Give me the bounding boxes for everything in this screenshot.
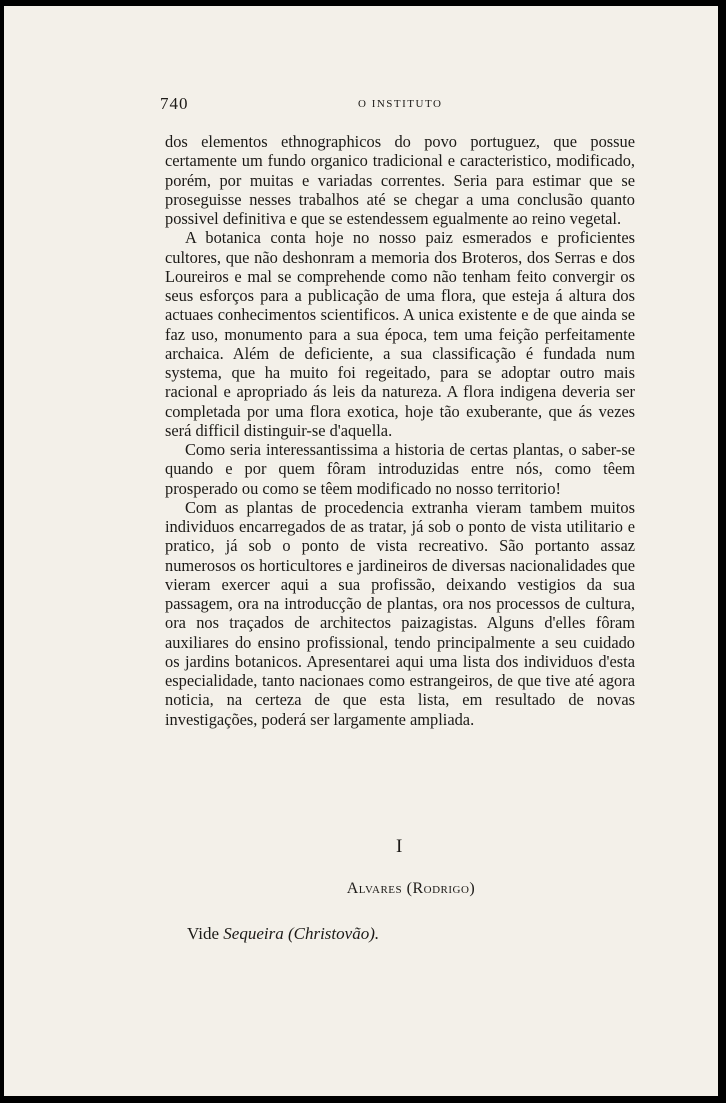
entry-reference-given: (Christovão).: [287, 924, 380, 943]
entry-body: [187, 924, 379, 944]
entry-heading: Alvares (Rodrigo): [346, 880, 476, 897]
page-number: 740: [160, 94, 189, 113]
journal-title: O INSTITUTO: [358, 98, 443, 110]
paragraph-plant-history: Como seria interessantissima a historia de certas plantas, o saber-se quando e por quem fôram introduzidas entre nós, como têem prosperado ou como se têem modificado no nosso territorio!: [165, 440, 635, 498]
entry-prefix: Vide: [187, 924, 220, 943]
entry-reference-surname: Sequeira: [223, 924, 284, 943]
section-numeral: I: [396, 836, 403, 857]
running-head: [160, 94, 640, 116]
body-text: [165, 132, 635, 729]
book-page: [4, 6, 718, 1096]
paragraph-horticulturists: Com as plantas de procedencia extranha vieram tambem muitos individuos encarregados de as tratar, já sob o ponto de vista utilitario e pratico, já sob o ponto de vista recreativo. São portanto assaz numerosos os horticultores e jardineiros de diversas nacionalidades que vieram exercer aqui a sua profissão, deixando vestigios da sua passagem, ora na introducção de plantas, ora nos processos de cultura, ora nos traçados de architectos paizagistas. Alguns d'elles fôram auxiliares do ensino profissional, tendo principalmente a seu cuidado os jardins botanicos. Apresentarei aqui uma lista dos individuos d'esta especialidade, tanto nacionaes como estrangeiros, de que tive até agora noticia, na certeza de que esta lista, em resultado de novas investigações, poderá ser largamente ampliada.: [165, 497, 635, 729]
paragraph-botany: A botanica conta hoje no nosso paiz esmerados e proficientes cultores, que não deshonram a memoria dos Broteros, dos Serras e dos Loureiros e mal se comprehende como não tenham feito convergir os seus esforços para a publicação de uma flora, que esteja á altura dos actuaes conhecimentos scientificos. A unica existente e de que ainda se faz uso, monumento para a sua época, tem uma feição perfeitamente archaica. Além de deficiente, a sua classificação é fundada num systema, que ha muito foi regeitado, para se adoptar outro mais racional e apropriado ás leis da natureza. A flora indigena deveria ser completada por uma flora exotica, hoje tão exuberante, que ás vezes será difficil distinguir-se d'aquella.: [165, 228, 635, 440]
paragraph-ethnography: dos elementos ethnographicos do povo portuguez, que possue certamente um fundo organico tradicional e caracteristico, modificado, porém, por muitas e variadas correntes. Seria para estimar que se proseguisse nesses trabalhos até se chegar a uma conclusão quanto possivel definitiva e que se estendessem egualmente ao reino vegetal.: [165, 132, 635, 228]
